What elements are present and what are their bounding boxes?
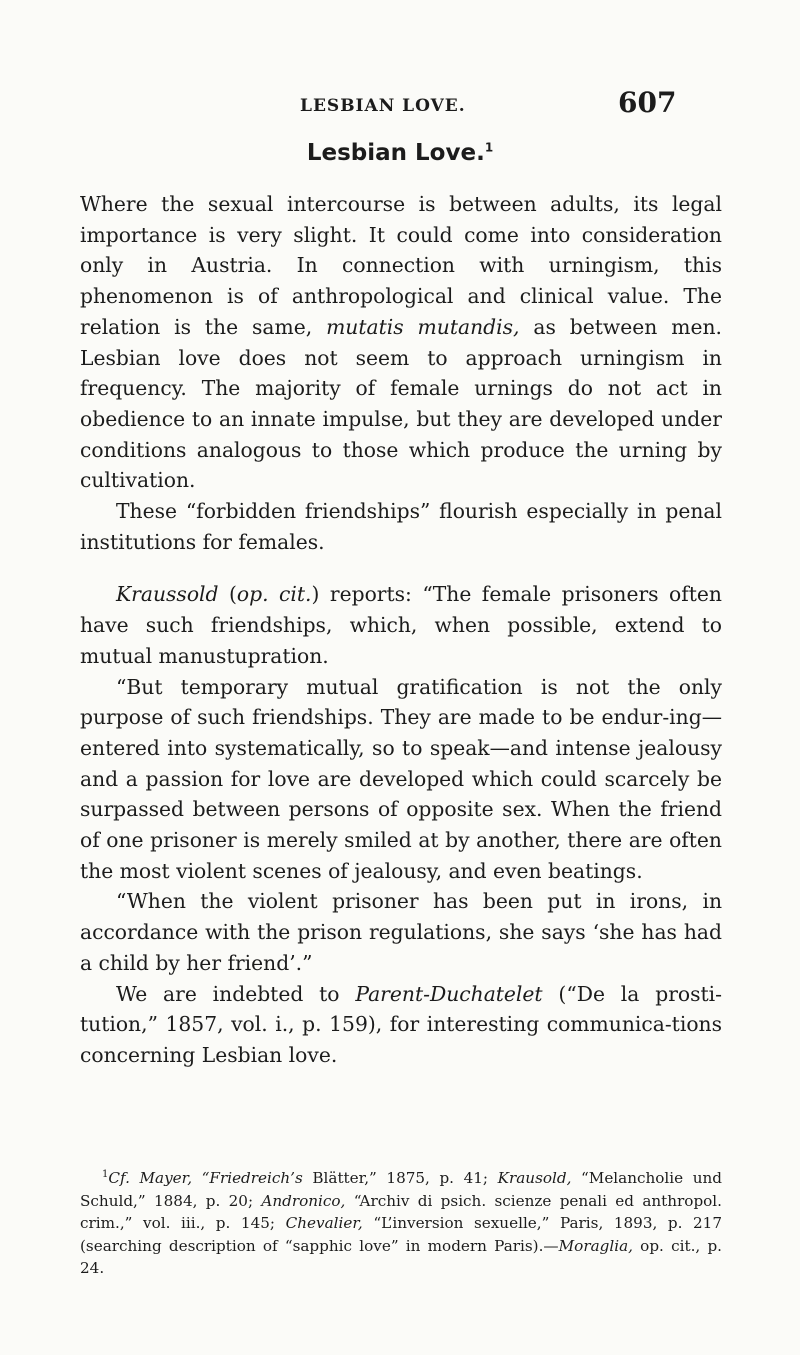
paragraph-p1: [80, 189, 722, 496]
text-segment: Where the sexual intercourse is between adults, its legal importance is very slight. It could come into consideration only in Austria. In connection with urningism, this phenomenon is of anthropological and clinical value. The relation is the same,: [80, 192, 722, 339]
text-segment: as between men. Lesbian love does not seem to approach urningism in frequency. The majority of female urnings do not act in obedience to an innate impulse, but they are developed under conditions analogous to those which produce the urning by cultivation.: [80, 314, 722, 493]
text-segment: “When the violent prisoner has been put in irons, in accordance with the prison regulations, she says ‘she has had a child by her friend’.”: [80, 889, 722, 975]
footnote-segment: Blätter,” 1875, p. 41;: [302, 1169, 498, 1188]
text-segment: These “forbidden friendships” flourish especially in penal institutions for females.: [80, 499, 722, 554]
section-heading: [0, 140, 800, 166]
text-segment: Kraussold: [116, 582, 219, 607]
text-segment: mutatis mutandis,: [326, 314, 520, 339]
footnote-marker: 1: [102, 1169, 109, 1180]
footnote-segment: Krausold,: [497, 1169, 572, 1188]
paragraph-p5: [80, 886, 722, 978]
footnote-text: [80, 1169, 722, 1277]
text-segment: (“De la prosti-tution,” 1857, vol. i., p. 159), for interesting communica-tions concerning Lesbian love.: [80, 981, 722, 1067]
text-segment: We are indebted to: [116, 981, 356, 1006]
footnote-segment: “Archiv di psich. scienze penali ed anthropol. crim.,” vol. iii., p. 145;: [80, 1191, 722, 1233]
paragraph-p2: [80, 496, 722, 557]
text-segment: (: [218, 582, 237, 607]
paragraph-p6: [80, 979, 722, 1071]
page-number: 607: [618, 86, 677, 119]
section-title: Lesbian Love.: [306, 140, 485, 166]
paragraph-p4: [80, 672, 722, 887]
running-title: LESBIAN LOVE.: [300, 96, 466, 116]
footnote-segment: Moraglia,: [558, 1236, 633, 1255]
paragraph-p3: [80, 579, 722, 671]
footnote-segment: Andronico,: [261, 1191, 346, 1210]
text-segment: Parent-Duchatelet: [355, 981, 543, 1006]
footnote-segment: op. cit., p. 24.: [80, 1236, 722, 1278]
footnote-segment: Cf. Mayer, “Friedreich’s: [108, 1169, 303, 1188]
footnote-segment: “L’inversion sexuelle,” Paris, 1893, p. 217 (searching description of “sapphic love” in modern Paris).—: [80, 1214, 722, 1255]
body-text: [80, 189, 722, 1071]
footnote-segment: Chevalier,: [285, 1214, 363, 1233]
text-segment: op. cit.: [236, 582, 312, 607]
text-segment: ) reports: “The female prisoners often have such friendships, which, when possible, extend to mutual manustupration.: [80, 582, 722, 668]
footnote: [80, 1164, 722, 1280]
footnote-segment: “Melancholie und Schuld,” 1884, p. 20;: [80, 1169, 722, 1210]
heading-footnote-marker: 1: [484, 140, 494, 155]
paragraph-gap: [80, 557, 722, 579]
text-segment: “But temporary mutual gratification is not the only purpose of such friendships. They are made to be endur-ing—entered into systematically, so to speak—and intense jealousy and a passion for love are developed which could scarcely be surpassed between persons of opposite sex. When the friend of one prisoner is merely smiled at by another, there are often the most violent scenes of jealousy, and even beatings.: [80, 674, 722, 883]
running-head: [0, 86, 800, 126]
